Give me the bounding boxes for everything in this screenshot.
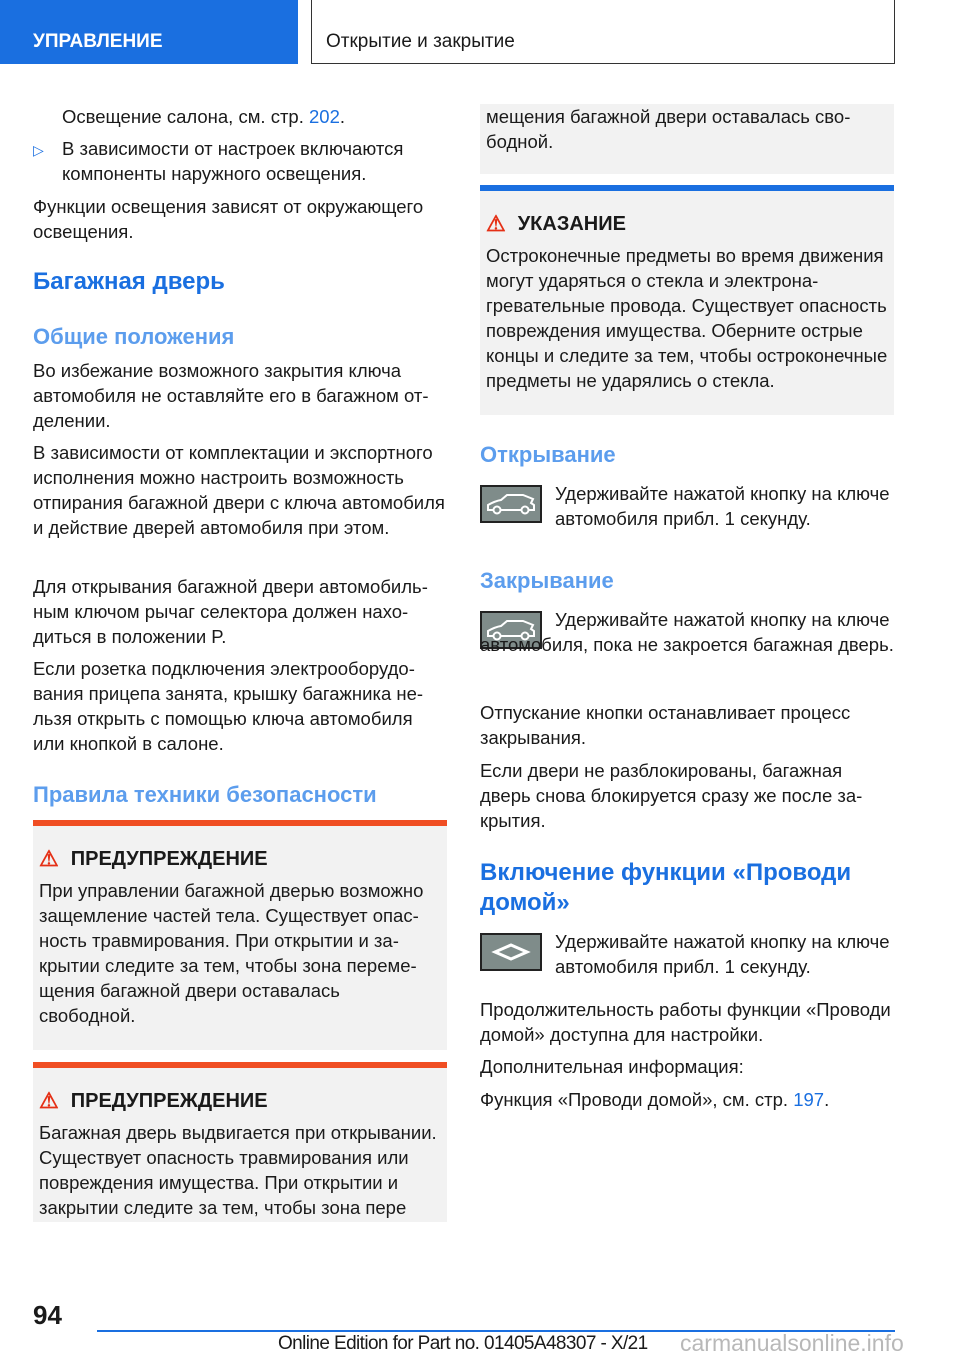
paragraph: Удерживайте нажатой кнопку на ключе автомобиля, пока не закроется багажная дверь. — [480, 609, 894, 655]
page-number: 94 — [33, 1300, 62, 1330]
warning-bar — [33, 1062, 447, 1068]
note-text: Остроконечные предметы во время движения могут ударяться о стекла и электронагревательные провода. Существует опасность повреждения имущества. Оберните острые концы и следите за тем, чтобы остроконечные предметы не ударялись о стекла. — [486, 245, 888, 391]
paragraph: Для открывания багажной двери автомобильным ключом рычаг селектора должен находиться в положении P. — [33, 576, 428, 647]
paragraph: Дополнительная информация: — [480, 1056, 744, 1077]
heading-general: Общие положения — [33, 324, 235, 349]
paragraph: Удерживайте нажатой кнопку на ключе автомобиля прибл. 1 секунду. — [555, 483, 890, 529]
section-tab: УПРАВЛЕНИЕ — [0, 0, 298, 64]
paragraph — [62, 104, 345, 129]
paragraph: Если розетка подключения электрооборудования прицепа занята, крышку багажника нельзя открыть с помощью ключа автомобиля или кнопкой в салоне. — [33, 658, 424, 754]
car-tailgate-icon — [480, 485, 542, 523]
note-title-text: УКАЗАНИЕ — [517, 212, 626, 235]
text: . — [824, 1089, 830, 1110]
warning-triangle-icon: ⚠ — [486, 211, 506, 236]
note-box — [480, 185, 894, 415]
warning-continuation — [480, 104, 894, 174]
heading-opening: Открывание — [480, 442, 616, 467]
text: . — [339, 106, 346, 127]
bullet-text: В зависимости от настроек включаются компоненты наружного освещения. — [62, 138, 404, 184]
warning-box — [33, 820, 447, 1050]
heading-safety: Правила техники безопасности — [33, 782, 377, 807]
warning-text: мещения багажной двери оставалась свободной. — [486, 106, 851, 152]
paragraph: Отпускание кнопки останавливает процесс закрывания. — [480, 702, 851, 748]
paragraph — [480, 1087, 829, 1112]
page-title: Открытие и закрытие — [311, 0, 895, 64]
paragraph: Продолжительность работы функции «Проводи домой» доступна для настройки. — [480, 999, 891, 1045]
page-link[interactable]: 202 — [309, 106, 340, 127]
warning-text: При управлении багажной дверью возможно защемление частей тела. Существует опасность травмирования. При открытии и закрытии следите за тем, чтобы зона перемещения багажной двери оставалась свободной. — [39, 880, 424, 1026]
text: Функция «Проводи домой», см. стр. — [480, 1089, 794, 1110]
paragraph: Во избежание возможного закрытия ключа автомобиля не оставляйте его в багажном отделении. — [33, 360, 429, 431]
warning-title — [39, 1088, 447, 1114]
note-title — [486, 211, 894, 237]
paragraph: В зависимости от комплектации и экспортного исполнения можно настроить возможность отпирания багажной двери с ключа автомобиля и действие дверей автомобиля при этом. — [33, 442, 445, 538]
paragraph: Функции освещения зависят от окружающего освещения. — [33, 196, 424, 242]
heading-tailgate: Багажная дверь — [33, 268, 225, 295]
note-bar — [480, 185, 894, 191]
headlight-button-icon — [480, 933, 542, 971]
bullet-triangle-icon: ▷ — [33, 142, 44, 158]
warning-triangle-icon: ⚠ — [39, 1088, 59, 1113]
warning-bar — [33, 820, 447, 826]
paragraph: Если двери не разблокированы, багажная дверь снова блокируется сразу же после закрытия. — [480, 760, 863, 831]
warning-title — [39, 846, 447, 872]
text: Освещение салона, см. стр. — [62, 106, 309, 127]
warning-title-text: ПРЕДУПРЕЖДЕНИЕ — [70, 1089, 268, 1112]
warning-title-text: ПРЕДУПРЕЖДЕНИЕ — [70, 847, 268, 870]
heading-follow-me-home: Включение функции «Проводи домой» — [480, 859, 852, 916]
heading-closing: Закрывание — [480, 568, 614, 593]
page-link[interactable]: 197 — [793, 1089, 825, 1110]
warning-triangle-icon: ⚠ — [39, 846, 59, 871]
warning-text: Багажная дверь выдвигается при открывании. Существует опасность травмирования или повреждения имущества. При открытии и закрытии следите за тем, чтобы зона пере — [39, 1122, 437, 1218]
paragraph: Удерживайте нажатой кнопку на ключе автомобиля прибл. 1 секунду. — [555, 931, 890, 977]
watermark: carmanualsonline.info — [680, 1330, 904, 1356]
warning-box — [33, 1062, 447, 1222]
edition-text: Online Edition for Part no. 01405A48307 - X/21 — [278, 1333, 648, 1354]
